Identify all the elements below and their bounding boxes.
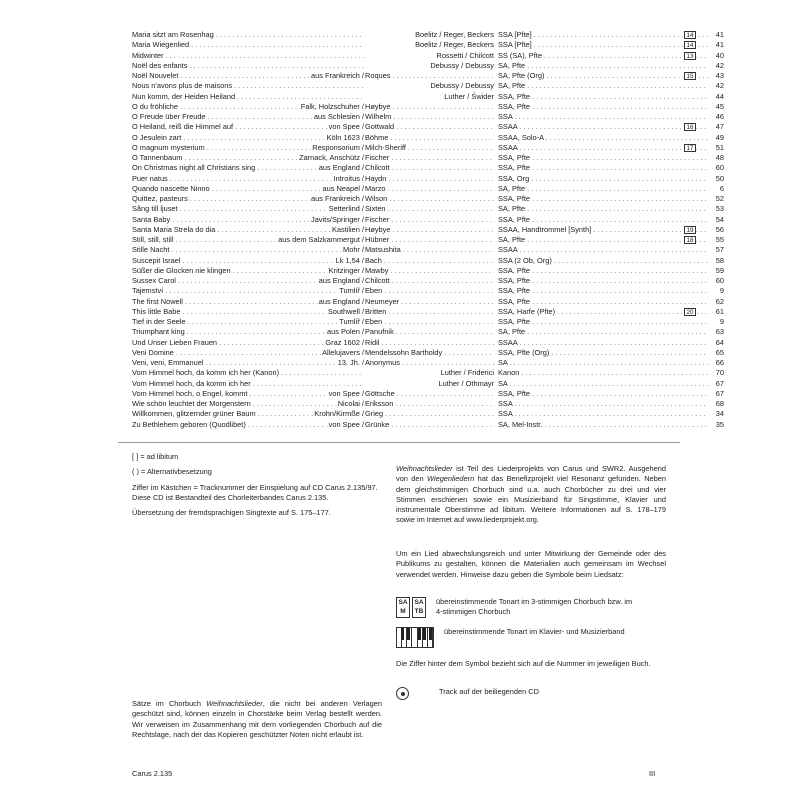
song-origin: Tumlíř / xyxy=(339,286,364,296)
toc-row xyxy=(132,245,724,255)
song-composer: Fischer xyxy=(365,153,390,162)
song-composer: Wilson xyxy=(365,194,388,203)
toc-row xyxy=(132,297,724,307)
song-title: Veni, veni, Emmanuel . . . xyxy=(132,358,364,368)
song-title: Santa Maria Strela do dia . . . xyxy=(132,225,364,235)
song-title: O Freude über Freude . . . xyxy=(132,112,364,122)
song-voicing: SSA, Pfte . . . xyxy=(498,297,710,307)
song-voicing: SA, Mel-Instr. . . . xyxy=(498,420,710,430)
song-composer: Bach xyxy=(365,255,382,265)
legend-track-note: Ziffer im Kästchen = Tracknummer der Einspielung auf CD Carus 2.135/97. Diese CD ist Bestandteil des Chorleiterbandes Carus 2.135. xyxy=(132,482,378,502)
song-composer: Chilcott xyxy=(365,276,390,285)
song-voicing: SSAA . . . xyxy=(498,143,710,153)
song-origin: Introitus / xyxy=(333,173,364,183)
page-number: 35 xyxy=(708,420,724,430)
song-composer: Neumeyer xyxy=(365,296,400,306)
track-number-box: 13 xyxy=(684,52,696,60)
page-number: 42 xyxy=(708,61,724,71)
satb-symbol-icon xyxy=(396,597,426,618)
song-title: Vom Himmel hoch, o Engel, kommt . . . xyxy=(132,389,364,399)
song-origin: Kastilien / xyxy=(331,224,364,234)
toc-row xyxy=(132,71,724,81)
track-number-box: 20 xyxy=(684,308,696,316)
page-number: 34 xyxy=(708,409,724,419)
song-title: This little Babe . . . xyxy=(132,307,364,317)
song-origin: aus Schlesien / xyxy=(313,112,364,121)
toc-row xyxy=(132,420,724,430)
song-title: Vom Himmel hoch, da komm ich her . . . xyxy=(132,379,364,389)
song-origin: aus Polen / xyxy=(327,327,364,337)
song-title: O Heiland, reiß die Himmel auf . . . xyxy=(132,122,364,132)
song-composer: Luther / Friderici xyxy=(440,368,494,378)
track-number-box: 14 xyxy=(684,31,696,39)
page-number: 9 xyxy=(708,286,724,296)
song-composer: Grünke xyxy=(365,419,390,429)
song-voicing: SSA . . . xyxy=(498,112,710,122)
page-number: 43 xyxy=(708,71,724,81)
song-origin: Responsorium / xyxy=(312,142,364,152)
song-origin: von Spee / xyxy=(328,388,364,398)
page-number: 58 xyxy=(708,256,724,266)
toc-row xyxy=(132,327,724,337)
song-composer: Luther / Świder xyxy=(444,91,494,101)
page-number: 47 xyxy=(708,122,724,132)
song-voicing: SSA, Pfte . . . xyxy=(498,102,710,112)
song-composer: Eben xyxy=(365,317,383,326)
song-title: On Christmas night all Christians sing . . . xyxy=(132,163,364,173)
song-origin: Mohr / xyxy=(343,245,364,255)
song-title: Still, still, still . . . xyxy=(132,235,364,245)
song-title: Wie schön leuchtet der Morgenstern . . . xyxy=(132,399,364,409)
page-number: 70 xyxy=(708,368,724,378)
song-title: Sång till ljuset . . . xyxy=(132,204,364,214)
piano-keyboard-icon xyxy=(396,627,434,648)
satb-label-sa: SA xyxy=(398,599,408,606)
toc-row xyxy=(132,133,724,143)
song-composer: Mawby xyxy=(365,265,389,275)
track-number-box: 18 xyxy=(684,236,696,244)
toc-row xyxy=(132,112,724,122)
toc-row xyxy=(132,389,724,399)
song-voicing: SA, Pfte (Org) . . . xyxy=(498,71,710,81)
legend-ad-libitum: [ ] = ad libitum xyxy=(132,452,179,461)
table-of-contents xyxy=(132,30,724,430)
song-origin: aus England / xyxy=(318,276,364,285)
toc-row xyxy=(132,194,724,204)
song-composer: Anonymus xyxy=(365,358,400,367)
song-composer: Chilcott xyxy=(365,163,390,173)
song-title: Puer natus . . . xyxy=(132,174,364,184)
song-composer: Böhme xyxy=(365,132,389,142)
page-number: 9 xyxy=(708,317,724,327)
toc-row xyxy=(132,256,724,266)
song-title: Quittez, pasteurs . . . xyxy=(132,194,364,204)
song-title: Sussex Carol . . . xyxy=(132,276,364,286)
toc-row xyxy=(132,122,724,132)
song-title: Willkommen, glitzernder grüner Baum . . . xyxy=(132,409,364,419)
piano-symbol-row xyxy=(396,627,644,648)
page-number: 48 xyxy=(708,153,724,163)
page-number: 63 xyxy=(708,327,724,337)
page-number: 67 xyxy=(708,379,724,389)
song-origin: aus Frankreich / xyxy=(311,71,364,80)
page-number: 46 xyxy=(708,112,724,122)
toc-row xyxy=(132,276,724,286)
footer-page-number: III xyxy=(649,769,656,778)
song-voicing: SA, Pfte . . . xyxy=(498,235,710,245)
song-composer: Roques xyxy=(365,71,391,80)
song-voicing: SSA, Pfte . . . xyxy=(498,194,710,204)
song-title: Triumphant king . . . xyxy=(132,327,364,337)
song-title: Stille Nacht . . . xyxy=(132,245,364,255)
toc-row xyxy=(132,40,724,50)
song-title: Suscepit Israel . . . xyxy=(132,256,364,266)
song-title: Maria sitzt am Rosenhag . . . xyxy=(132,30,364,40)
copyright-note xyxy=(132,699,382,740)
song-voicing: SA . . . xyxy=(498,358,710,368)
song-title: O magnum mysterium . . . xyxy=(132,143,364,153)
track-number-box: 19 xyxy=(684,226,696,234)
song-origin: Zarnack, Anschütz / xyxy=(299,153,364,162)
song-origin: Allelujavers / xyxy=(322,347,364,357)
toc-row xyxy=(132,153,724,163)
song-composer: Luther / Othmayr xyxy=(438,378,494,388)
song-title: Vom Himmel hoch, da komm ich her (Kanon) . . . xyxy=(132,368,364,378)
toc-row xyxy=(132,235,724,245)
song-composer: Debussy / Debussy xyxy=(430,81,494,91)
track-number-box: 14 xyxy=(684,41,696,49)
song-composer: Ridil xyxy=(365,337,380,347)
song-origin: Lk 1,54 / xyxy=(335,255,364,265)
page-number: 54 xyxy=(708,215,724,225)
song-voicing: SSA . . . xyxy=(498,399,710,409)
song-composer: Boelitz / Reger, Beckers xyxy=(415,30,494,39)
track-number-box: 16 xyxy=(684,123,696,131)
toc-row xyxy=(132,368,724,378)
song-voicing: SSAA . . . xyxy=(498,122,710,132)
toc-row xyxy=(132,30,724,40)
song-composer: Hübner xyxy=(365,235,390,244)
song-voicing: SSAA, Handtrommel [Synth] . . . xyxy=(498,225,710,235)
song-voicing: SA, Pfte . . . xyxy=(498,184,710,194)
song-origin: 13. Jh. / xyxy=(337,358,364,367)
song-composer: Fischer xyxy=(365,214,390,224)
song-voicing: SA, Pfte . . . xyxy=(498,81,710,91)
info-project-title: Wiegenliedern xyxy=(427,474,475,484)
page-number: 40 xyxy=(708,51,724,61)
song-title: Maria Wiegenlied . . . xyxy=(132,40,364,50)
song-composer: Eriksson xyxy=(365,399,394,408)
song-voicing: SSA, Pfte . . . xyxy=(498,276,710,286)
song-voicing: SSA, Harfe (Pfte) . . . xyxy=(498,307,710,317)
song-voicing: SA, Pfte . . . xyxy=(498,204,710,214)
toc-row xyxy=(132,61,724,71)
page-number: 42 xyxy=(708,81,724,91)
song-title: Nous n'avons plus de maisons . . . xyxy=(132,81,364,91)
song-origin: von Spee / xyxy=(328,419,364,429)
page-number: 62 xyxy=(708,297,724,307)
song-voicing: SSA (2 Ob, Org) . . . xyxy=(498,256,710,266)
song-origin: aus England / xyxy=(318,163,364,173)
song-composer: Debussy / Debussy xyxy=(430,60,494,70)
song-voicing: SSA, Pfte . . . xyxy=(498,153,710,163)
song-voicing: SSA, Pfte . . . xyxy=(498,163,710,173)
toc-row xyxy=(132,286,724,296)
page-number: 53 xyxy=(708,204,724,214)
song-voicing: SSAA . . . xyxy=(498,338,710,348)
song-voicing: SSA, Pfte . . . xyxy=(498,317,710,327)
song-origin: von Spee / xyxy=(328,122,364,132)
song-composer: Sixten xyxy=(365,204,386,214)
page-number: 64 xyxy=(708,338,724,348)
legend-translation-note: Übersetzung der fremdsprachigen Singtexte auf S. 175–177. xyxy=(132,508,331,518)
toc-row xyxy=(132,51,724,61)
info-text-b: hat das Benefizprojekt viel Resonanz gefunden. Neben dem gleichstimmigen Chorbuch sind u.a. auch Chorbücher zu drei und vier Stimmen erschienen sowie ein Musizierband für Singstimme, Klavier und instrumentale Oberstimme ad libitum. Weitere Informationen auf S. 178–179 sowie im Internet auf www.liederprojekt.org. xyxy=(396,474,666,525)
song-composer: Gottwald xyxy=(365,122,395,132)
page-number: 49 xyxy=(708,133,724,143)
toc-row xyxy=(132,81,724,91)
song-origin: aus dem Salzkammergut / xyxy=(278,235,364,244)
page-number: 65 xyxy=(708,348,724,358)
satb-box-left xyxy=(396,597,410,618)
toc-row xyxy=(132,215,724,225)
song-voicing: SA, Pfte . . . xyxy=(498,327,710,337)
song-voicing: Kanon . . . xyxy=(498,368,710,378)
song-composer: Wilhelm xyxy=(365,112,392,121)
page-number: 68 xyxy=(708,399,724,409)
song-composer: Høybye xyxy=(365,224,391,234)
toc-row xyxy=(132,338,724,348)
song-voicing: SA . . . xyxy=(498,379,710,389)
song-origin: Tumlíř / xyxy=(339,317,364,326)
page-number: 66 xyxy=(708,358,724,368)
satb-box-right xyxy=(412,597,426,618)
song-title: Quando nascette Ninno . . . xyxy=(132,184,364,194)
song-composer: Boelitz / Reger, Beckers xyxy=(415,40,494,50)
song-origin: Setterlind / xyxy=(328,204,364,214)
song-voicing: SSA, Pfte . . . xyxy=(498,389,710,399)
song-composer: Britten xyxy=(365,306,387,316)
song-title: The first Nowell . . . xyxy=(132,297,364,307)
song-voicing: SA, Pfte . . . xyxy=(498,61,710,71)
song-voicing: SSA, Pfte . . . xyxy=(498,266,710,276)
song-title: Nun komm, der Heiden Heiland . . . xyxy=(132,92,364,102)
song-title: Santa Baby . . . xyxy=(132,215,364,225)
info-text-a: ist Teil des Liederprojekts von Carus und SWR2. Ausgehend von den xyxy=(396,464,666,484)
toc-row xyxy=(132,266,724,276)
song-composer: Marzo xyxy=(365,183,386,193)
toc-row xyxy=(132,379,724,389)
song-title: Tajemství . . . xyxy=(132,286,364,296)
song-origin: Köln 1623 / xyxy=(326,132,364,142)
song-voicing: SSA, Org . . . xyxy=(498,174,710,184)
satb-label-tb: TB xyxy=(414,608,424,615)
song-voicing: SSAA . . . xyxy=(498,245,710,255)
song-title: Zu Bethlehem geboren (Quodlibet) . . . xyxy=(132,420,364,430)
song-title: Tief in der Seele . . . xyxy=(132,317,364,327)
toc-row xyxy=(132,92,724,102)
song-voicing: SS (SA), Pfte . . . xyxy=(498,51,710,61)
page-number: 41 xyxy=(708,40,724,50)
symbols-intro: Um ein Lied abwechslungsreich und unter Mitwirkung der Gemeinde oder des Publikums zu gestalten, können die Materialien auch gemeinsam im Wechsel verwendet werden. Hinweise dazu geben die Symbole beim Liedsatz: xyxy=(396,549,666,579)
song-title: Und Unser Lieben Frauen . . . xyxy=(132,338,364,348)
info-book-title: Weihnachtslieder xyxy=(396,464,453,473)
song-origin: aus England / xyxy=(318,296,364,306)
toc-row xyxy=(132,358,724,368)
number-note: Die Ziffer hinter dem Symbol bezieht sich auf die Nummer im jeweiligen Buch. xyxy=(396,659,651,668)
song-title: O Jesulein zart . . . xyxy=(132,133,364,143)
piano-symbol-text: übereinstimmende Tonart im Klavier- und Musizierband xyxy=(444,627,625,636)
song-origin: Falk, Holzschuher / xyxy=(300,101,364,111)
copyright-text-a: Sätze im Chorbuch xyxy=(132,699,207,708)
song-voicing: SSA, Pfte . . . xyxy=(498,92,710,102)
page-number: 44 xyxy=(708,92,724,102)
toc-row xyxy=(132,184,724,194)
toc-row xyxy=(132,409,724,419)
song-origin: Kritzinger / xyxy=(328,265,364,275)
page-number: 50 xyxy=(708,174,724,184)
song-voicing: SSA [Pfte] . . . xyxy=(498,30,710,40)
song-title: Veni Domine . . . xyxy=(132,348,364,358)
song-title: Noël Nouvelet . . . xyxy=(132,71,364,81)
song-title: O Tannenbaum . . . xyxy=(132,153,364,163)
copyright-text-b: , die nicht bei anderen Verlagen geschützt sind, können einzeln in Chorstärke beim Verlag bestellt werden. Wir verweisen im Zusammenhang mit dem vorliegenden Chorbuch auf die Rechtslage, nach der das Kopieren geschützter Noten nicht erlaubt ist. xyxy=(132,699,382,739)
choir-symbol-row xyxy=(396,597,636,618)
footer-catalog-number: Carus 2.135 xyxy=(132,769,173,778)
legend-alternative: ( ) = Alternativbesetzung xyxy=(132,467,212,477)
song-composer: Rossetti / Chilcott xyxy=(436,50,494,60)
toc-row xyxy=(132,399,724,409)
song-composer: Milch-Sheriff xyxy=(365,142,406,152)
song-composer: Matsushita xyxy=(365,245,401,255)
page-number: 60 xyxy=(708,163,724,173)
song-voicing: SSA, Pfte . . . xyxy=(498,215,710,225)
song-origin: aus Neapel / xyxy=(322,183,364,193)
page-number: 56 xyxy=(708,225,724,235)
project-info xyxy=(396,464,666,526)
song-origin: Nicolai / xyxy=(337,399,364,408)
copyright-book-title: Weihnachtslieder xyxy=(206,699,263,708)
page-number: 55 xyxy=(708,235,724,245)
page-number: 67 xyxy=(708,389,724,399)
song-composer: Haydn xyxy=(365,173,387,183)
section-divider xyxy=(118,442,680,443)
song-title: O du fröhliche . . . xyxy=(132,102,364,112)
track-number-box: 15 xyxy=(684,72,696,80)
page-number: 45 xyxy=(708,102,724,112)
page-number: 52 xyxy=(708,194,724,204)
song-voicing: SSA . . . xyxy=(498,409,710,419)
toc-row xyxy=(132,163,724,173)
page-number: 6 xyxy=(708,184,724,194)
cd-symbol-text: Track auf der beiliegenden CD xyxy=(439,687,539,696)
song-composer: Grieg xyxy=(365,409,384,419)
song-composer: Eben xyxy=(365,286,383,296)
song-title: Noël des enfants . . . xyxy=(132,61,364,71)
song-origin: Graz 1602 / xyxy=(325,337,364,347)
page-number: 61 xyxy=(708,307,724,317)
satb-label-sa2: SA xyxy=(414,599,424,606)
song-title: Midwinter . . . xyxy=(132,51,364,61)
song-origin: Krohn/Kirmße / xyxy=(314,409,364,419)
song-composer: Panufnik xyxy=(365,327,394,337)
page-number: 59 xyxy=(708,266,724,276)
song-composer: Høybye xyxy=(365,101,391,111)
page-number: 41 xyxy=(708,30,724,40)
song-voicing: SSA, Pfte . . . xyxy=(498,286,710,296)
legend xyxy=(132,452,382,523)
page-number: 57 xyxy=(708,245,724,255)
toc-row xyxy=(132,317,724,327)
toc-row xyxy=(132,174,724,184)
song-origin: aus Frankreich / xyxy=(311,194,364,203)
track-number-box: 17 xyxy=(684,144,696,152)
cd-symbol-row xyxy=(396,687,639,700)
song-voicing: SSA [Pfte] . . . xyxy=(498,40,710,50)
toc-row xyxy=(132,102,724,112)
page-number: 60 xyxy=(708,276,724,286)
song-composer: Göttsche xyxy=(365,388,395,398)
song-voicing: SSA, Pfte (Org) . . . xyxy=(498,348,710,358)
satb-label-m: M xyxy=(400,608,406,615)
song-title: Süßer die Glocken nie klingen . . . xyxy=(132,266,364,276)
choir-symbol-text: übereinstimmende Tonart im 3-stimmigen Chorbuch bzw. im 4-stimmigen Chorbuch xyxy=(436,597,633,616)
cd-icon xyxy=(396,687,409,700)
toc-row xyxy=(132,204,724,214)
song-composer: Mendelssohn Bartholdy xyxy=(365,347,443,357)
toc-row xyxy=(132,348,724,358)
song-origin: Javits/Springer / xyxy=(311,214,364,224)
toc-row xyxy=(132,225,724,235)
toc-row xyxy=(132,143,724,153)
song-origin: Southwell / xyxy=(327,306,364,316)
page-number: 51 xyxy=(708,143,724,153)
toc-row xyxy=(132,307,724,317)
song-voicing: SSAA, Solo-A . . . xyxy=(498,133,710,143)
